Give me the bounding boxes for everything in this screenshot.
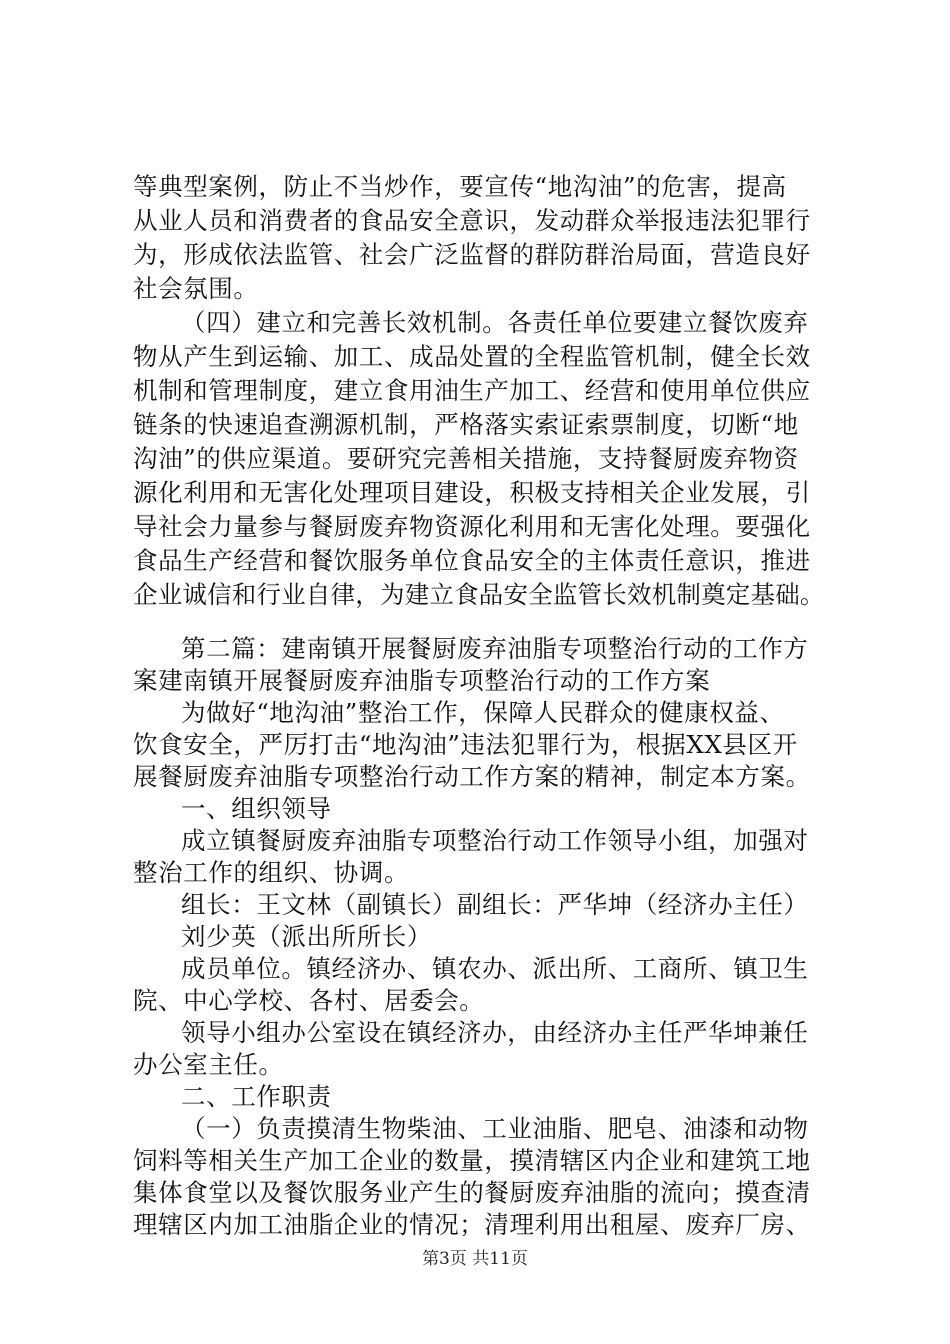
paragraph-line: 成员单位。镇经济办、镇农办、派出所、工商所、镇卫生 (181, 954, 809, 983)
paragraph-line: 院、中心学校、各村、居委会。 (133, 986, 485, 1015)
paragraph-line: 集体食堂以及餐饮服务业产生的餐厨废弃油脂的流向；摸查清 (133, 1178, 811, 1207)
paragraph-line: 饮食安全，严厉打击“地沟油”违法犯罪行为，根据XX县区开 (133, 730, 798, 759)
section-heading: 二、工作职责 (181, 1082, 332, 1111)
paragraph-line: 整治工作的组织、协调。 (133, 858, 410, 887)
paragraph-line: 导社会力量参与餐厨废弃物资源化利用和无害化处理。要强化 (133, 512, 811, 541)
paragraph-line: 饲料等相关生产加工企业的数量，摸清辖区内企业和建筑工地 (133, 1146, 811, 1175)
page-footer: 第3页 共11页 (422, 1249, 528, 1269)
paragraph-line: 为，形成依法监管、社会广泛监督的群防群治局面，营造良好 (133, 240, 811, 269)
paragraph-line: 食品生产经营和餐饮服务单位食品安全的主体责任意识，推进 (133, 546, 811, 575)
paragraph-line: 理辖区内加工油脂企业的情况；清理利用出租屋、废弃厂房、 (133, 1210, 811, 1239)
paragraph-line: 组长：王文林（副镇长）副组长：严华坤（经济办主任） (181, 890, 809, 919)
paragraph-line: 领导小组办公室设在镇经济办，由经济办主任严华坤兼任 (181, 1018, 809, 1047)
paragraph-line: 企业诚信和行业自律，为建立食品安全监管长效机制奠定基础。 (133, 580, 825, 609)
paragraph-line: 展餐厨废弃油脂专项整治行动工作方案的精神，制定本方案。 (133, 762, 811, 791)
paragraph-line: 成立镇餐厨废弃油脂专项整治行动工作领导小组，加强对 (181, 826, 809, 855)
paragraph-line: 物从产生到运输、加工、成品处置的全程监管机制，健全长效 (133, 342, 811, 371)
paragraph-line: 办公室主任。 (133, 1050, 284, 1079)
section-heading: 一、组织领导 (181, 794, 332, 823)
paragraph-line: 从业人员和消费者的食品安全意识，发动群众举报违法犯罪行 (133, 206, 811, 235)
paragraph-line: （四）建立和完善长效机制。各责任单位要建立餐饮废弃 (181, 308, 809, 337)
paragraph-line: （一）负责摸清生物柴油、工业油脂、肥皂、油漆和动物 (181, 1114, 809, 1143)
paragraph-line: 源化利用和无害化处理项目建设，积极支持相关企业发展，引 (133, 478, 811, 507)
paragraph-line: 为做好“地沟油”整治工作，保障人民群众的健康权益、 (181, 698, 785, 727)
chapter-heading-line: 第二篇：建南镇开展餐厨废弃油脂专项整治行动的工作方 (181, 634, 809, 663)
paragraph-line: 链条的快速追查溯源机制，严格落实索证索票制度，切断“地 (133, 410, 799, 439)
chapter-heading-line: 案建南镇开展餐厨废弃油脂专项整治行动的工作方案 (133, 666, 711, 695)
paragraph-line: 刘少英（派出所所长） (181, 922, 432, 951)
paragraph-line: 机制和管理制度，建立食用油生产加工、经营和使用单位供应 (133, 376, 811, 405)
paragraph-line: 沟油”的供应渠道。要研究完善相关措施，支持餐厨废弃物资 (133, 444, 799, 473)
paragraph-line: 等典型案例，防止不当炒作，要宣传“地沟油”的危害，提高 (133, 172, 787, 201)
paragraph-line: 社会氛围。 (133, 274, 259, 303)
